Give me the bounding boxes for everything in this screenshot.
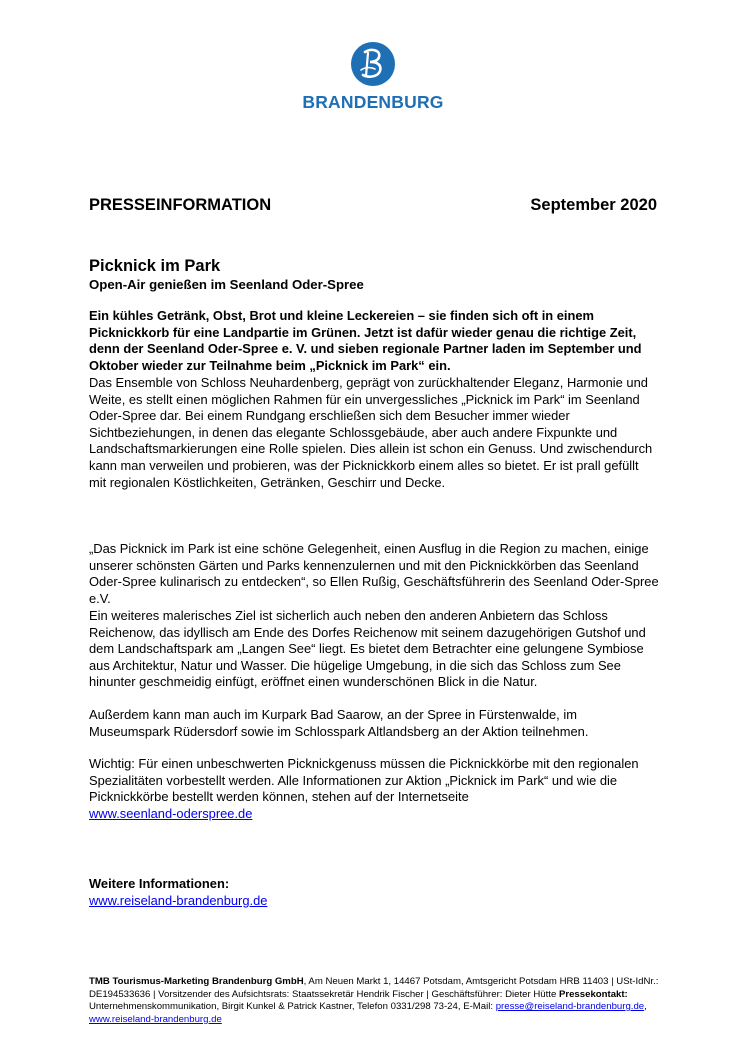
body-paragraph-4: Außerdem kann man auch im Kurpark Bad Saarow, an der Spree in Fürstenwalde, im Museumspark Rüdersdorf sowie im Schlosspark Altlandsberg an der Aktion teilnehmen. <box>89 707 589 739</box>
footer-separator: , <box>644 1001 647 1013</box>
press-label: PRESSEINFORMATION <box>89 196 272 214</box>
more-info-label: Weitere Informationen: <box>89 876 230 891</box>
footer-text-1: , Am Neuen Markt 1, 14467 Potsdam, Amtsgericht Potsdam HRB 11403 | USt-IdNr.: DE194533636 | Vorsitzender des Aufsichtsrats: Staatssekretär Hendrik Fischer | Geschäftsführer: Dieter Hütte <box>89 976 659 1000</box>
seenland-link[interactable]: www.seenland-oderspree.de <box>89 805 253 821</box>
article-title: Picknick im Park <box>89 257 221 275</box>
brandenburg-monogram-icon <box>349 40 397 88</box>
reiseland-link[interactable]: www.reiseland-brandenburg.de <box>89 892 268 908</box>
footer-website-link[interactable]: www.reiseland-brandenburg.de <box>89 1013 222 1025</box>
footer-company: TMB Tourismus-Marketing Brandenburg GmbH <box>89 976 304 987</box>
footer-press-label: Pressekontakt: <box>558 988 628 1000</box>
footer-text-2: Unternehmenskommunikation, Birgit Kunkel & Patrick Kastner, Telefon 0331/298 73-24, E-Mail: <box>89 1001 496 1013</box>
body-paragraph-5-text: Wichtig: Für einen unbeschwerten Picknickgenuss müssen die Picknickkörbe mit den regionalen Spezialitäten vorbestellt werden. Alle Informationen zur Aktion „Picknick im Park“ und wie die Picknickkörbe bestellt werden können, stehen auf der Internetseite <box>89 756 639 805</box>
body-paragraph-1: Das Ensemble von Schloss Neuhardenberg, geprägt von zurückhaltender Eleganz, Harmonie und Weite, es stellt einen möglichen Rahmen für ein unvergessliches „Picknick im Park“ im Seenland Oder-Spree dar. Bei einem Rundgang erschließen sich dem Besucher immer wieder Sichtbeziehungen, in denen das elegante Schlossgebäude, aber auch andere Fixpunkte und Landschaftsmarkierungen eine Rolle spielen. Dies allein ist schon ein Genuss. Und zwischendurch kann man verweilen und probieren, was der Picknickkorb einem alles so bietet. Er ist prall gefüllt mit regionalen Köstlichkeiten, Getränken, Geschirr und Decke. <box>89 375 653 490</box>
article-subtitle: Open-Air genießen im Seenland Oder-Spree <box>89 277 364 292</box>
body-paragraph-2: „Das Picknick im Park ist eine schöne Gelegenheit, einen Ausflug in die Region zu machen, einige unserer schönsten Gärten und Parks kennenzulernen und mit den Picknickkörben das Seenland Oder-Spree kulinarisch zu entdecken“, so Ellen Rußig, Geschäftsführerin des Seenland Oder-Spree e.V. <box>89 541 659 606</box>
logo-wordmark: BRANDENBURG <box>302 92 444 112</box>
more-info <box>89 876 267 909</box>
footer-imprint <box>89 976 659 1026</box>
lead-paragraph: Ein kühles Getränk, Obst, Brot und kleine Leckereien – sie finden sich oft in einem Picknickkorb für eine Landpartie im Grünen. Jetzt ist dafür wieder genau die richtige Zeit, denn der Seenland Oder-Spree e. V. und sieben regionale Partner laden im September und Oktober wieder zur Teilnahme beim „Picknick im Park“ ein. <box>89 308 642 373</box>
press-header <box>89 196 657 218</box>
press-date: September 2020 <box>530 196 657 214</box>
brandenburg-logo <box>290 40 456 114</box>
footer-email-link[interactable]: presse@reiseland-brandenburg.de <box>495 1001 645 1013</box>
body-paragraph-5 <box>89 756 659 822</box>
body-paragraph-3: Ein weiteres malerisches Ziel ist sicherlich auch neben den anderen Anbietern das Schloss Reichenow, das idyllisch am Ende des Dorfes Reichenow mit seinem dazugehörigen Gutshof und dem Landschaftspark am „Langen See“ liegt. Es bietet dem Betrachter eine gelungene Symbiose aus Architektur, Natur und Wasser. Die hügelige Umgebung, in die sich das Schloss zum See hinunter geschmeidig einfügt, eröffnet einen wunderschönen Blick in die Natur. <box>89 608 646 690</box>
